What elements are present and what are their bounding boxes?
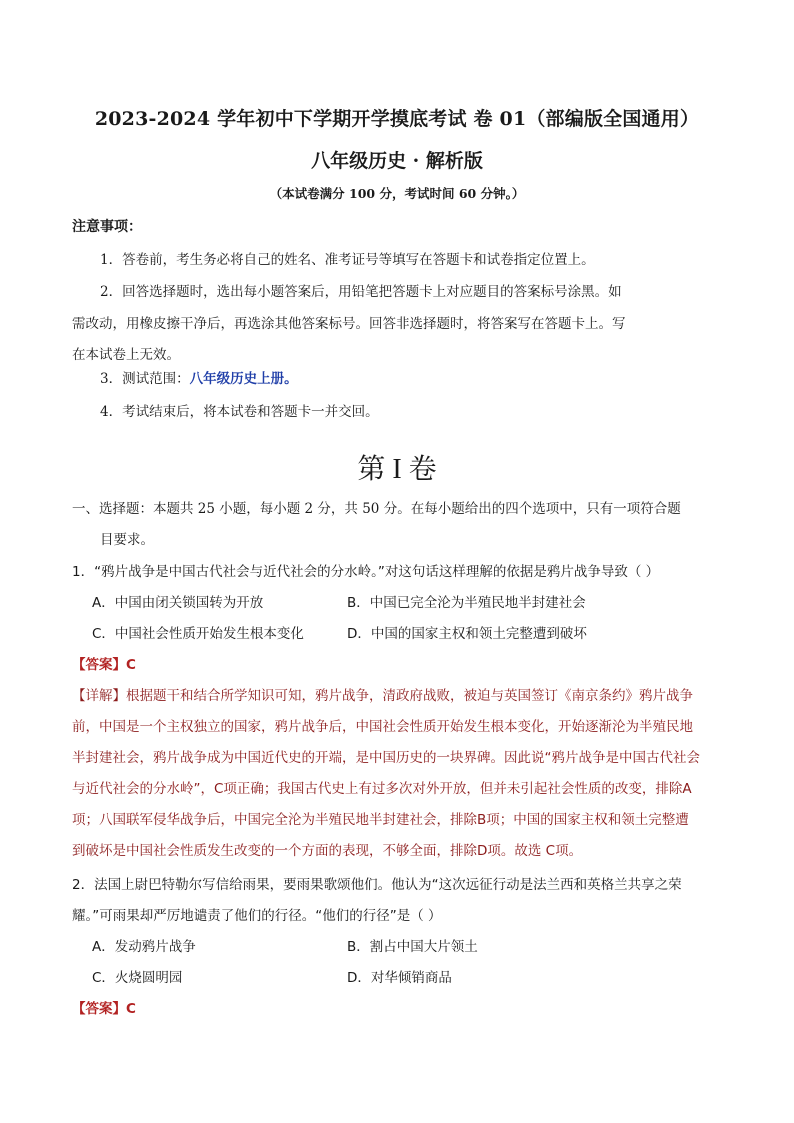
explanation-line: 前，中国是一个主权独立的国家，鸦片战争后，中国社会性质开始发生根本变化，开始逐渐沦为半殖民地 [72, 719, 693, 735]
notice-scope-label: 3．测试范围： [100, 371, 190, 387]
question-option-b: B．割占中国大片领土 [347, 939, 478, 955]
notice-heading: 注意事项： [72, 219, 142, 235]
question-option-a: A．发动鸦片战争 [92, 939, 196, 955]
question-option-b: B．中国已完全沦为半殖民地半封建社会 [347, 595, 586, 611]
question-stem: 1．“鸦片战争是中国古代社会与近代社会的分水岭。”对这句话这样理解的依据是鸦片战争导致（ ） [72, 564, 660, 580]
question-option-c: C．火烧圆明园 [92, 970, 183, 986]
question-stem: 耀。”可雨果却严厉地谴责了他们的行径。“他们的行径”是（ ） [72, 908, 442, 924]
notice-scope-highlight: 八年级历史上册。 [189, 371, 298, 387]
notice-item-scope [100, 367, 298, 387]
notice-item: 在本试卷上无效。 [72, 347, 180, 363]
question-stem: 2．法国上尉巴特勒尔写信给雨果，要雨果歌颂他们。他认为“这次远征行动是法兰西和英格兰共享之荣 [72, 877, 682, 893]
question-option-a: A．中国由闭关锁国转为开放 [92, 595, 264, 611]
notice-item: 2．回答选择题时，选出每小题答案后，用铅笔把答题卡上对应题目的答案标号涂黑。如 [100, 284, 622, 300]
exam-subtitle: 八年级历史 · 解析版 [311, 150, 483, 172]
explanation-line: 【详解】根据题干和结合所学知识可知，鸦片战争，清政府战败，被迫与英国签订《南京条约》鸦片战争 [72, 688, 693, 704]
notice-item: 4．考试结束后，将本试卷和答题卡一并交回。 [100, 404, 379, 420]
explanation-line: 到破坏是中国社会性质发生改变的一个方面的表现，不够全面，排除D项。故选 C项。 [72, 843, 583, 859]
exam-meta: （本试卷满分 100 分，考试时间 60 分钟。） [269, 186, 525, 201]
section-title: 第 I 卷 [357, 454, 437, 485]
notice-item: 1．答卷前，考生务必将自己的姓名、准考证号等填写在答题卡和试卷指定位置上。 [100, 252, 595, 268]
answer-label: 【答案】C [72, 657, 136, 673]
answer-label: 【答案】C [72, 1001, 136, 1017]
notice-item: 需改动，用橡皮擦干净后，再选涂其他答案标号。回答非选择题时，将答案写在答题卡上。写 [72, 316, 626, 332]
explanation-line: 与近代社会的分水岭”，C项正确；我国古代史上有过多次对外开放，但并未引起社会性质的改变，排除A [72, 781, 692, 797]
question-option-d: D．中国的国家主权和领土完整遭到破坏 [347, 626, 587, 642]
question-option-c: C．中国社会性质开始发生根本变化 [92, 626, 304, 642]
exam-title: 2023-2024 学年初中下学期开学摸底考试 卷 01（部编版全国通用） [94, 108, 700, 130]
explanation-line: 半封建社会，鸦片战争成为中国近代史的开端，是中国历史的一块界碑。因此说“鸦片战争是中国古代社会 [72, 750, 700, 766]
explanation-line: 项；八国联军侵华战争后，中国完全沦为半殖民地半封建社会，排除B项；中国的国家主权和领土完整遭 [72, 812, 689, 828]
question-option-d: D．对华倾销商品 [347, 970, 452, 986]
section-intro: 目要求。 [100, 532, 154, 548]
section-intro: 一、选择题：本题共 25 小题，每小题 2 分，共 50 分。在每小题给出的四个选项中，只有一项符合题 [72, 501, 681, 517]
